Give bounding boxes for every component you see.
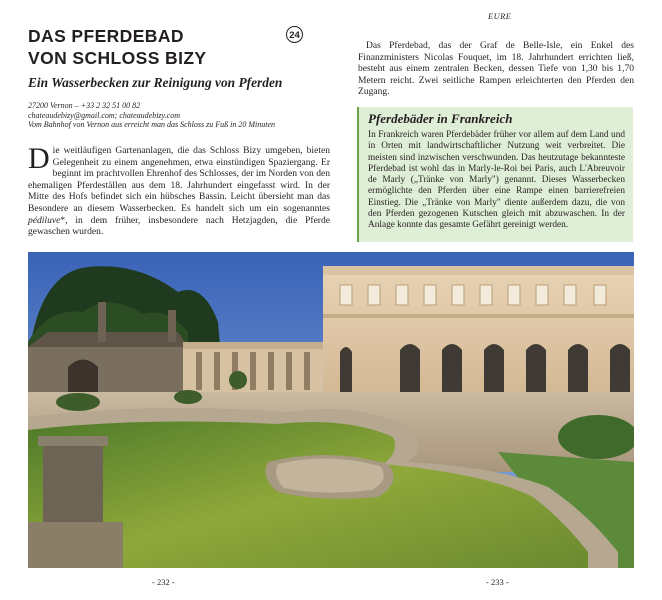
body-text-left — [28, 142, 330, 238]
info-box-title: Pferdebäder in Frankreich — [368, 111, 513, 126]
body-text-part-2: *, in dem früher, insbesondere nach Hetzjagden, die Pferde gewaschen wurden. — [28, 214, 330, 238]
body-term: pédiluve — [28, 214, 61, 226]
title-line-2: VON SCHLOSS BIZY — [28, 48, 207, 68]
address-line: 27200 Vernon – +33 2 32 51 00 82 — [28, 101, 141, 110]
chateau-photo — [28, 252, 634, 568]
directions-line: Vom Bahnhof von Vernon aus erreicht man das Schloss zu Fuß in 20 Minuten — [28, 120, 276, 130]
article-title — [28, 25, 296, 69]
info-box-body: In Frankreich waren Pferdebäder früher vor allem auf dem Land und in Orten mit landwirtschaftlicher Nutzung weit verbreitet. Die meisten sind inzwischen verschwunden. Das heutzutage bekannteste Pferdebad ist wohl das in Marly-le-Roi bei Paris, auch L'Abreuvoir de Marly („Tränke von Marly") genannt. Dieses Wasserbecken ermöglichte den Pferden über eine Rampe einen barrierefreien Einstieg. Die „Tränke von Marly" diente außerdem dazu, die von den Pferden gezogenen Kutschen gleich mit abzuwaschen. In der Anlage konnte das gesamte Gefährt gereinigt werden. — [368, 130, 625, 231]
contact-info — [28, 101, 328, 130]
body-text-part-1: ie weitläufigen Gartenanlagen, die das Schloss Bizy umgeben, bieten Gelegenheit zu einem angenehmen, etwa einstündigen Spaziergang. Er beginnt im prachtvollen Ehrenhof des Schlosses, der im Norden von den ehemaligen Pferdeställen aus dem 18. Jahrhundert eingefasst wird. In der Mitte des Hofs befindet sich ein hübsches Bassin. Leicht übersieht man das Besondere an diesem Wasserbecken. Es handelt sich um ein sogenanntes — [28, 145, 330, 214]
title-line-1: DAS PFERDEBAD — [28, 26, 184, 46]
article-subtitle: Ein Wasserbecken zur Reinigung von Pferden — [28, 75, 283, 90]
drop-cap: D — [28, 142, 50, 175]
email-web-line: chateaudebizy@gmail.com; chateaudebizy.com — [28, 110, 180, 120]
page-number-left: - 232 - — [152, 577, 175, 587]
info-box — [357, 107, 633, 242]
running-head: EURE — [488, 11, 512, 21]
body-text-right: Das Pferdebad, das der Graf de Belle-Isle, ein Enkel des Finanzministers Nicolas Fouquet, im 18. Jahrhundert errichten ließ, besteht aus einem zentralen Becken, dessen Tiefe von 1,30 bis 1,70 Metern reicht. Zwei seitliche Rampen erleichterten den Pferden den Zugang. — [358, 40, 634, 98]
entry-number-badge: 24 — [286, 26, 303, 43]
page-number-right: - 233 - — [486, 577, 509, 587]
